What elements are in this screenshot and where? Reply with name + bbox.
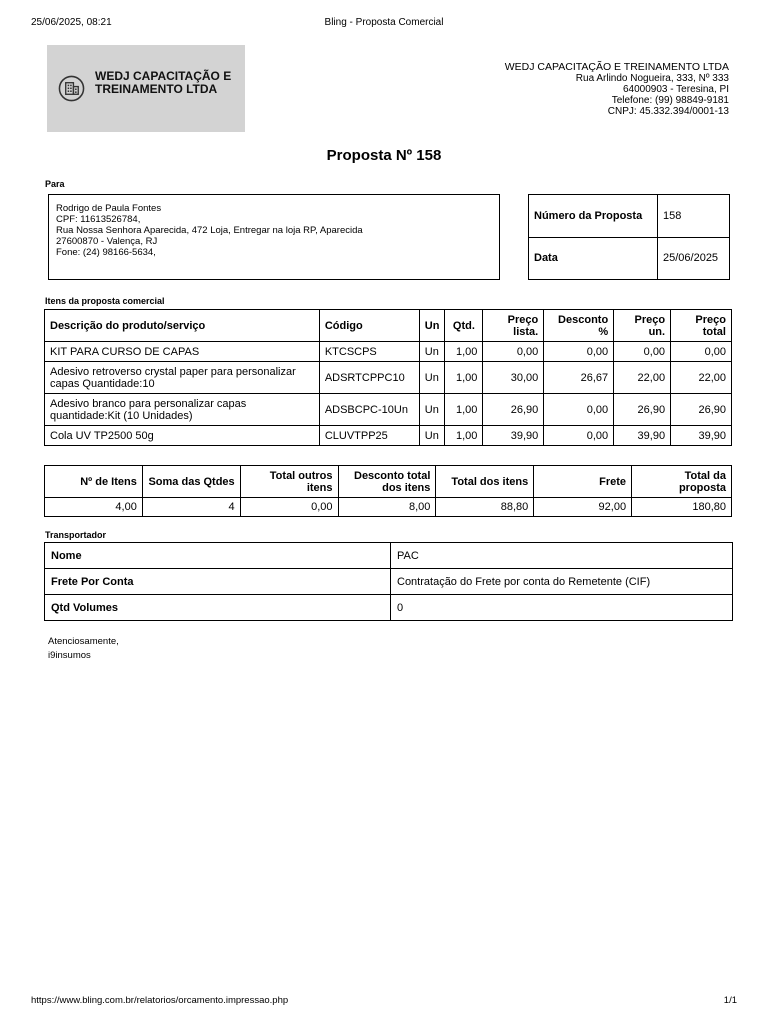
company-city: 64000903 - Teresina, PI <box>622 84 729 95</box>
carrier-key: Qtd Volumes <box>45 595 391 621</box>
proposal-date: 25/06/2025 <box>658 237 730 280</box>
col-header-description: Descrição do produto/serviço <box>45 310 320 342</box>
item-total-price: 22,00 <box>671 362 732 394</box>
col-header-qty: Qtd. <box>445 310 483 342</box>
items-table <box>44 309 732 446</box>
closing-signature: i9insumos <box>48 650 91 661</box>
total-items: 88,80 <box>436 498 534 517</box>
table-row <box>45 426 732 446</box>
item-qty: 1,00 <box>445 426 483 446</box>
col-header-unit: Un <box>419 310 445 342</box>
totals-header-other-items: Total outros itens <box>240 466 338 498</box>
totals-header-qty-sum: Soma das Qtdes <box>142 466 240 498</box>
closing-greeting: Atenciosamente, <box>48 636 119 647</box>
totals-header-item-count: Nº de Itens <box>45 466 143 498</box>
carrier-table <box>44 542 733 621</box>
company-phone: Telefone: (99) 98849-9181 <box>611 95 729 106</box>
total-item-count: 4,00 <box>45 498 143 517</box>
carrier-key: Frete Por Conta <box>45 569 391 595</box>
item-discount: 0,00 <box>544 342 614 362</box>
company-cnpj: CNPJ: 45.332.394/0001-13 <box>607 106 729 117</box>
total-other-items: 0,00 <box>240 498 338 517</box>
proposal-date-label: Data <box>529 237 658 280</box>
print-header <box>31 17 737 31</box>
print-datetime: 25/06/2025, 08:21 <box>31 17 112 28</box>
item-discount: 26,67 <box>544 362 614 394</box>
item-description: Cola UV TP2500 50g <box>45 426 320 446</box>
item-list-price: 39,90 <box>483 426 544 446</box>
carrier-label: Transportador <box>45 530 107 540</box>
item-qty: 1,00 <box>445 362 483 394</box>
totals-header-row <box>45 466 732 498</box>
carrier-value: Contratação do Frete por conta do Remetente (CIF) <box>391 569 733 595</box>
company-logo <box>47 45 245 132</box>
item-unit: Un <box>419 394 445 426</box>
items-header-row <box>45 310 732 342</box>
item-description: Adesivo branco para personalizar capas quantidade:Kit (10 Unidades) <box>45 394 320 426</box>
totals-values-row <box>45 498 732 517</box>
closing <box>48 635 119 663</box>
print-page-title: Bling - Proposta Comercial <box>324 17 444 28</box>
building-icon <box>58 75 85 102</box>
item-unit-price: 39,90 <box>614 426 671 446</box>
carrier-row <box>45 595 733 621</box>
carrier-row <box>45 543 733 569</box>
total-qty-sum: 4 <box>142 498 240 517</box>
item-unit: Un <box>419 426 445 446</box>
total-discount: 8,00 <box>338 498 436 517</box>
item-code: ADSRTCPPC10 <box>319 362 419 394</box>
table-row <box>45 394 732 426</box>
item-total-price: 26,90 <box>671 394 732 426</box>
company-name: WEDJ CAPACITAÇÃO E TREINAMENTO LTDA <box>504 61 729 73</box>
recipient-address: Rua Nossa Senhora Aparecida, 472 Loja, Entregar na loja RP, Aparecida <box>56 225 363 236</box>
item-unit: Un <box>419 342 445 362</box>
item-unit-price: 22,00 <box>614 362 671 394</box>
item-description: KIT PARA CURSO DE CAPAS <box>45 342 320 362</box>
recipient-phone: Fone: (24) 98166-5634, <box>56 247 156 258</box>
item-list-price: 0,00 <box>483 342 544 362</box>
item-list-price: 30,00 <box>483 362 544 394</box>
proposal-number: 158 <box>658 195 730 238</box>
carrier-row <box>45 569 733 595</box>
print-page-number: 1/1 <box>723 995 737 1006</box>
proposal-info-table <box>528 194 730 280</box>
proposal-number-label: Número da Proposta <box>529 195 658 238</box>
item-total-price: 39,90 <box>671 426 732 446</box>
table-row <box>45 362 732 394</box>
col-header-code: Código <box>319 310 419 342</box>
logo-text: WEDJ CAPACITAÇÃO E TREINAMENTO LTDA <box>95 69 232 96</box>
recipient-city: 27600870 - Valença, RJ <box>56 236 158 247</box>
totals-header-proposal-total: Total da proposta <box>632 466 732 498</box>
totals-table <box>44 465 732 517</box>
carrier-value: PAC <box>391 543 733 569</box>
para-label: Para <box>45 179 65 189</box>
totals-header-items-total: Total dos itens <box>436 466 534 498</box>
item-code: ADSBCPC-10Un <box>319 394 419 426</box>
item-qty: 1,00 <box>445 342 483 362</box>
company-address: Rua Arlindo Nogueira, 333, Nº 333 <box>575 73 729 84</box>
item-unit-price: 0,00 <box>614 342 671 362</box>
carrier-key: Nome <box>45 543 391 569</box>
totals-header-freight: Frete <box>534 466 632 498</box>
table-row <box>45 342 732 362</box>
item-discount: 0,00 <box>544 394 614 426</box>
recipient-cpf: CPF: 11613526784, <box>56 214 141 225</box>
col-header-unit-price: Preço un. <box>614 310 671 342</box>
item-list-price: 26,90 <box>483 394 544 426</box>
item-code: CLUVTPP25 <box>319 426 419 446</box>
item-total-price: 0,00 <box>671 342 732 362</box>
items-label: Itens da proposta comercial <box>45 296 165 306</box>
print-url: https://www.bling.com.br/relatorios/orcamento.impressao.php <box>31 995 289 1006</box>
total-proposal: 180,80 <box>632 498 732 517</box>
item-code: KTCSCPS <box>319 342 419 362</box>
item-description: Adesivo retroverso crystal paper para personalizar capas Quantidade:10 <box>45 362 320 394</box>
col-header-total-price: Preço total <box>671 310 732 342</box>
recipient-box <box>48 194 500 280</box>
item-discount: 0,00 <box>544 426 614 446</box>
item-qty: 1,00 <box>445 394 483 426</box>
item-unit-price: 26,90 <box>614 394 671 426</box>
col-header-list-price: Preço lista. <box>483 310 544 342</box>
col-header-discount: Desconto % <box>544 310 614 342</box>
recipient-name: Rodrigo de Paula Fontes <box>56 203 162 214</box>
carrier-value: 0 <box>391 595 733 621</box>
company-info <box>505 62 729 117</box>
item-unit: Un <box>419 362 445 394</box>
totals-header-discount: Desconto total dos itens <box>338 466 436 498</box>
total-freight: 92,00 <box>534 498 632 517</box>
document-title: Proposta Nº 158 <box>326 147 442 164</box>
